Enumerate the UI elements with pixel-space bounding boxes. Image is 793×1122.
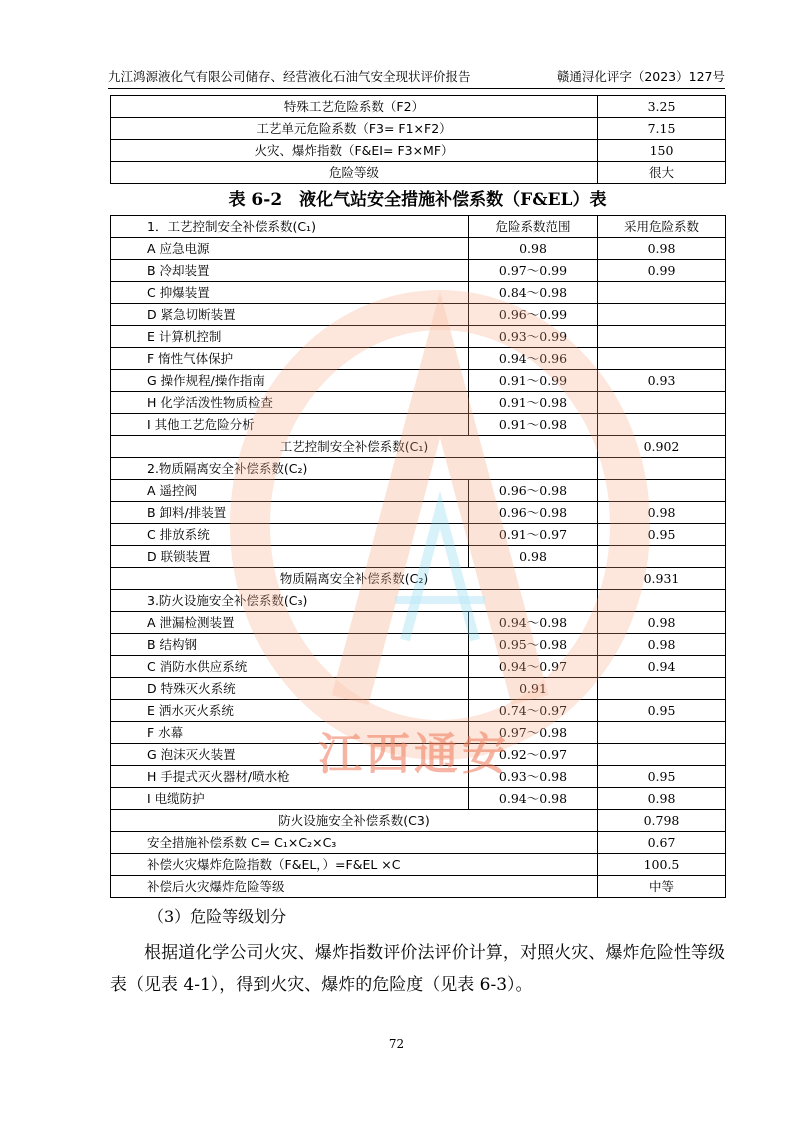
table-row [111,392,726,414]
item-adopted-value: 0.98 [598,612,726,634]
page-number: 72 [388,1037,405,1051]
item-adopted-value [598,348,726,370]
table-row [111,96,726,118]
table-row [111,140,726,162]
item-name: E 洒水灭火系统 [111,700,469,722]
item-range: 0.98 [469,546,598,568]
item-name: I 其他工艺危险分析 [111,414,469,436]
body-paragraph: 根据道化学公司火灾、爆炸指数评价法评价计算，对照火灾、爆炸危险性等级表（见表 4-1），得到火灾、爆炸的危险度（见表 6-3）。 [110,943,725,995]
table-row [111,480,726,502]
table-row [111,656,726,678]
table-row [111,458,726,480]
item-range: 0.94～0.98 [469,612,598,634]
item-name: C 抑爆装置 [111,282,469,304]
table-row [111,876,726,898]
row-value: 很大 [598,162,726,184]
summary-value: 100.5 [598,854,726,876]
subtotal-value: 0.902 [598,436,726,458]
item-adopted-value: 0.95 [598,524,726,546]
empty-cell [598,590,726,612]
table-row [111,788,726,810]
table-row [111,810,726,832]
table-header-row [111,216,726,238]
table-row [111,370,726,392]
table-caption: 表 6-2 液化气站安全措施补偿系数（F&EL）表 [228,190,607,210]
item-adopted-value: 0.98 [598,502,726,524]
item-adopted-value: 0.95 [598,700,726,722]
item-adopted-value: 0.94 [598,656,726,678]
subtotal-name: 防火设施安全补偿系数(C3) [111,810,598,832]
summary-name: 补偿火灾爆炸危险指数（F&EL，）=F&EL ×C [111,854,598,876]
section-name: 3.防火设施安全补偿系数(C₃) [111,590,598,612]
table-row [111,260,726,282]
table-row [111,326,726,348]
table-row [111,238,726,260]
item-range: 0.96～0.98 [469,480,598,502]
item-range: 0.92～0.97 [469,744,598,766]
table-row [111,414,726,436]
item-adopted-value: 0.98 [598,634,726,656]
item-name: H 手提式灭火器材/喷水枪 [111,766,469,788]
item-range: 0.96～0.99 [469,304,598,326]
item-adopted-value: 0.99 [598,260,726,282]
table-row [111,436,726,458]
table-row [111,304,726,326]
item-range: 0.94～0.97 [469,656,598,678]
table-row [111,590,726,612]
item-range: 0.93～0.99 [469,326,598,348]
item-range: 0.97～0.99 [469,260,598,282]
seal-text: 江西通安 [318,729,510,780]
row-label: 特殊工艺危险系数（F2） [111,96,598,118]
empty-cell [598,458,726,480]
item-range: 0.91～0.98 [469,392,598,414]
item-name: A 泄漏检测装置 [111,612,469,634]
table-row [111,634,726,656]
header-report-title: 九江鸿源液化气有限公司储存、经营液化石油气安全现状评价报告 [108,69,471,84]
table-row [111,612,726,634]
item-name: B 冷却装置 [111,260,469,282]
item-range: 0.74～0.97 [469,700,598,722]
item-range: 0.91～0.99 [469,370,598,392]
item-name: G 操作规程/操作指南 [111,370,469,392]
item-range: 0.91～0.98 [469,414,598,436]
header-item: 1．工艺控制安全补偿系数(C₁) [111,216,469,238]
item-adopted-value [598,282,726,304]
header-range: 危险系数范围 [469,216,598,238]
subtotal-name: 物质隔离安全补偿系数(C₂) [111,568,598,590]
item-name: H 化学活泼性物质检查 [111,392,469,414]
item-range: 0.91 [469,678,598,700]
item-range: 0.93～0.98 [469,766,598,788]
summary-value: 0.67 [598,832,726,854]
item-adopted-value [598,546,726,568]
subtotal-value: 0.798 [598,810,726,832]
table-row [111,282,726,304]
item-name: C 排放系统 [111,524,469,546]
continuation-table [110,95,726,184]
item-adopted-value [598,304,726,326]
table-row [111,678,726,700]
item-range: 0.96～0.98 [469,502,598,524]
item-adopted-value [598,414,726,436]
section-subheading: （3）危险等级划分 [148,907,287,926]
item-name: B 结构钢 [111,634,469,656]
row-value: 3.25 [598,96,726,118]
table-row [111,524,726,546]
row-value: 150 [598,140,726,162]
item-name: E 计算机控制 [111,326,469,348]
item-name: B 卸料/排装置 [111,502,469,524]
item-adopted-value [598,480,726,502]
compensation-factor-table [110,215,726,898]
item-name: F 惰性气体保护 [111,348,469,370]
item-range: 0.97～0.98 [469,722,598,744]
row-label: 危险等级 [111,162,598,184]
page-header [108,68,725,89]
item-adopted-value [598,744,726,766]
item-adopted-value: 0.98 [598,788,726,810]
table-row [111,854,726,876]
item-name: F 水幕 [111,722,469,744]
table-row [111,118,726,140]
subtotal-value: 0.931 [598,568,726,590]
item-name: D 紧急切断装置 [111,304,469,326]
item-name: A 遥控阀 [111,480,469,502]
row-value: 7.15 [598,118,726,140]
table-row [111,832,726,854]
table-row [111,502,726,524]
item-adopted-value: 0.93 [598,370,726,392]
item-name: D 联锁装置 [111,546,469,568]
subtotal-name: 工艺控制安全补偿系数(C₁) [111,436,598,458]
header-report-number: 赣通浔化评字（2023）127号 [556,69,725,84]
item-range: 0.91～0.97 [469,524,598,546]
table-row [111,348,726,370]
table-row [111,546,726,568]
item-name: D 特殊灭火系统 [111,678,469,700]
item-range: 0.94～0.98 [469,788,598,810]
item-adopted-value [598,722,726,744]
item-name: I 电缆防护 [111,788,469,810]
item-range: 0.84～0.98 [469,282,598,304]
summary-name: 安全措施补偿系数 C= C₁×C₂×C₃ [111,832,598,854]
summary-name: 补偿后火灾爆炸危险等级 [111,876,598,898]
item-name: G 泡沫灭火装置 [111,744,469,766]
item-adopted-value [598,678,726,700]
item-adopted-value: 0.95 [598,766,726,788]
item-adopted-value [598,392,726,414]
table-row [111,162,726,184]
row-label: 火灾、爆炸指数（F&EI= F3×MF） [111,140,598,162]
item-range: 0.95～0.98 [469,634,598,656]
item-adopted-value [598,326,726,348]
item-name: A 应急电源 [111,238,469,260]
header-adopted: 采用危险系数 [598,216,726,238]
item-name: C 消防水供应系统 [111,656,469,678]
item-range: 0.98 [469,238,598,260]
section-name: 2.物质隔离安全补偿系数(C₂) [111,458,598,480]
item-range: 0.94～0.96 [469,348,598,370]
table-row [111,568,726,590]
summary-value: 中等 [598,876,726,898]
row-label: 工艺单元危险系数（F3= F1×F2） [111,118,598,140]
item-adopted-value: 0.98 [598,238,726,260]
